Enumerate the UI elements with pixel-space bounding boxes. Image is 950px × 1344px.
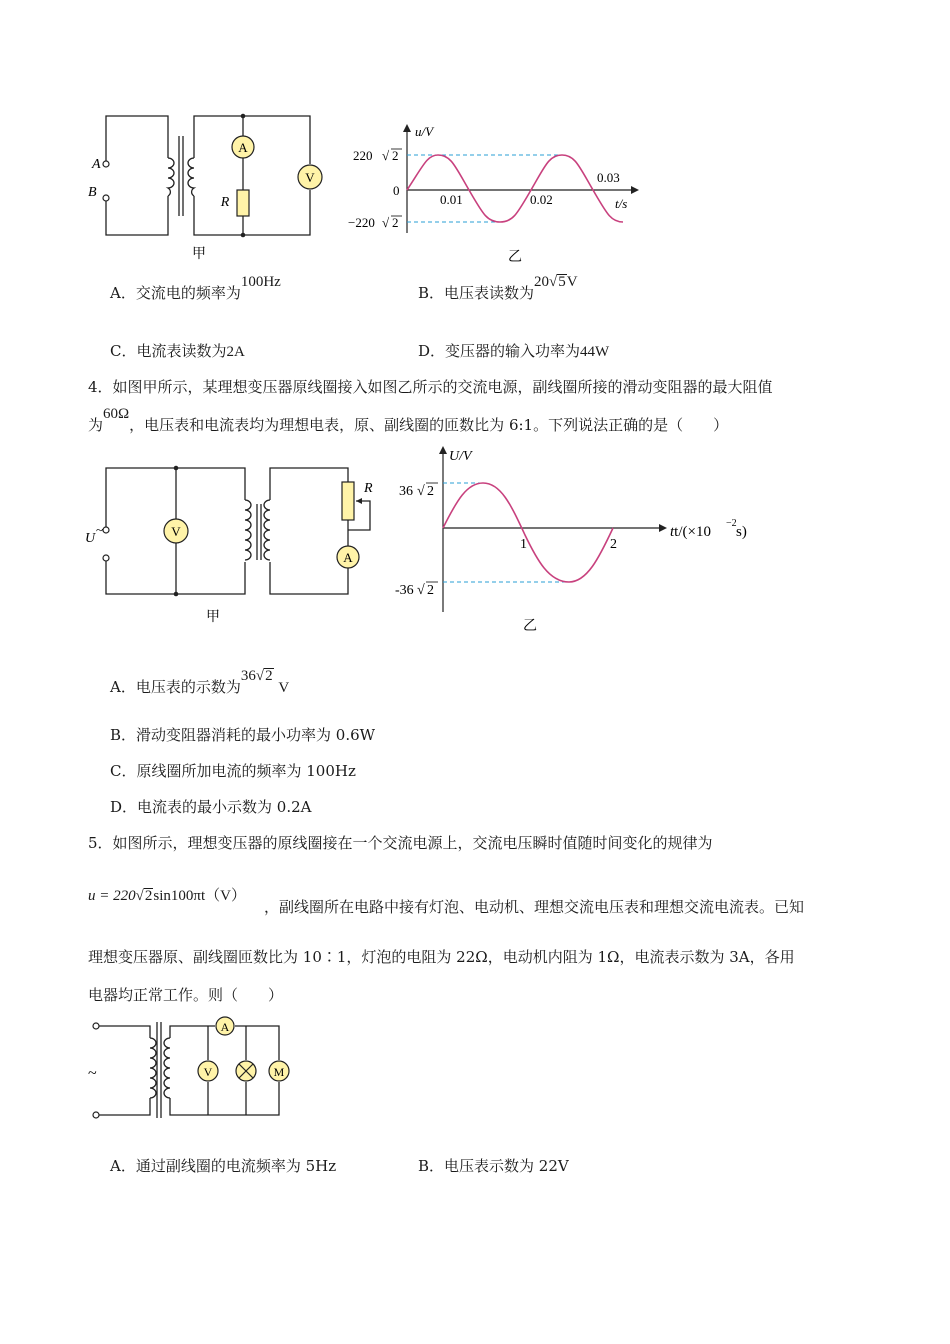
q4-waveform-yi	[395, 440, 755, 635]
svg-text:2: 2	[392, 215, 399, 230]
svg-text:0: 0	[393, 183, 400, 198]
svg-text:2: 2	[610, 537, 617, 552]
option-text: A．电压表的示数为	[110, 678, 241, 696]
svg-text:√: √	[382, 215, 390, 230]
svg-text:U: U	[85, 531, 96, 546]
option-value: 2A	[226, 344, 245, 360]
q4-sine-curve	[443, 483, 613, 582]
q5-stem-line2: ，副线圈所在电路中接有灯泡、电动机、理想交流电压表和理想交流电流表。已知	[264, 898, 805, 916]
q4-circuit-jia	[80, 458, 380, 628]
q3-option-d[interactable]	[418, 340, 609, 361]
q4-option-a[interactable]: A．电压表的示数为36√2 V	[110, 668, 290, 696]
svg-text:2: 2	[427, 583, 434, 598]
svg-text:t/s: t/s	[615, 196, 628, 211]
svg-text:0.03: 0.03	[597, 170, 620, 185]
svg-text:甲: 甲	[206, 610, 220, 625]
q3-circuit-jia	[80, 108, 350, 268]
option-value: 36√2	[240, 668, 273, 684]
svg-text:−220: −220	[348, 215, 375, 230]
q5-stem-line1: 5．如图所示，理想变压器的原线圈接在一个交流电源上，交流电压瞬时值随时间变化的规律为	[88, 834, 713, 852]
option-text: C．电流表读数为	[110, 342, 227, 360]
q4-option-b[interactable]: B．滑动变阻器消耗的最小功率为 0.6W	[110, 726, 376, 744]
svg-text:A: A	[220, 1020, 230, 1034]
svg-text:R: R	[220, 195, 230, 210]
q5-circuit	[80, 1012, 310, 1122]
rheostat-icon	[342, 482, 354, 520]
q3-option-a[interactable]	[110, 274, 281, 303]
option-value: 20√5V	[534, 274, 578, 290]
q4-stem-line2: 为60Ω，电压表和电流表均为理想电表，原、副线圈的匝数比为 6:1。下列说法正确的是（ ）	[88, 406, 729, 434]
q3-sine-curve	[407, 155, 623, 222]
svg-text:A: A	[343, 550, 353, 565]
svg-text:tt/(×10: tt/(×10	[670, 524, 711, 540]
svg-text:√: √	[417, 583, 425, 598]
option-text: B．电压表读数为	[418, 284, 535, 302]
svg-text:V: V	[305, 170, 315, 185]
q4-option-d[interactable]: D．电流表的最小示数为 0.2A	[110, 798, 312, 816]
q5-stem-line4: 电器均正常工作。则（ ）	[88, 986, 284, 1004]
option-value: 44W	[580, 344, 610, 360]
svg-text:U/V: U/V	[449, 449, 472, 464]
svg-text:−2: −2	[726, 518, 737, 529]
svg-text:2: 2	[392, 148, 399, 163]
svg-text:0.02: 0.02	[530, 192, 553, 207]
svg-text:0.01: 0.01	[440, 192, 463, 207]
svg-text:36: 36	[399, 484, 413, 499]
svg-text:V: V	[171, 524, 181, 539]
option-text: A．交流电的频率为	[110, 284, 241, 302]
svg-text:1: 1	[520, 537, 527, 552]
q5-formula: u = 220√2sin100πt（V）	[88, 888, 246, 904]
svg-text:220: 220	[353, 148, 373, 163]
svg-text:u/V: u/V	[415, 124, 434, 139]
svg-text:甲: 甲	[192, 247, 206, 262]
svg-text:B: B	[88, 185, 97, 200]
svg-text:V: V	[203, 1065, 213, 1079]
q5-option-b[interactable]: B．电压表示数为 22V	[418, 1157, 569, 1175]
q4-option-c[interactable]: C．原线圈所加电流的频率为 100Hz	[110, 762, 356, 780]
q5-option-a[interactable]: A．通过副线圈的电流频率为 5Hz	[110, 1157, 337, 1175]
q3-waveform-yi	[345, 118, 655, 268]
svg-text:~: ~	[96, 522, 104, 537]
option-text: D．变压器的输入功率为	[418, 342, 581, 360]
svg-text:乙: 乙	[508, 250, 522, 265]
svg-text:A: A	[238, 140, 248, 155]
svg-text:R: R	[364, 481, 373, 496]
q3-option-c[interactable]	[110, 340, 245, 361]
resistor-icon	[237, 190, 249, 216]
svg-text:2: 2	[427, 484, 434, 499]
svg-text:-36: -36	[395, 583, 414, 598]
svg-text:~: ~	[88, 1065, 97, 1082]
q4-stem-line1: 4．如图甲所示，某理想变压器原线圈接入如图乙所示的交流电源，副线圈所接的滑动变阻器的最大阻值	[88, 378, 773, 396]
svg-text:A: A	[92, 157, 101, 172]
svg-text:乙: 乙	[523, 619, 537, 634]
svg-text:s): s)	[736, 524, 747, 540]
svg-text:M: M	[273, 1065, 285, 1079]
q5-stem-line3: 理想变压器原、副线圈匝数比为 10∶1，灯泡的电阻为 22Ω，电动机内阻为 1Ω，电流表示数为 3A，各用	[88, 948, 795, 966]
q3-option-b[interactable]	[418, 274, 578, 303]
option-value: 100Hz	[240, 274, 281, 290]
svg-text:√: √	[417, 484, 425, 499]
svg-text:√: √	[382, 148, 390, 163]
